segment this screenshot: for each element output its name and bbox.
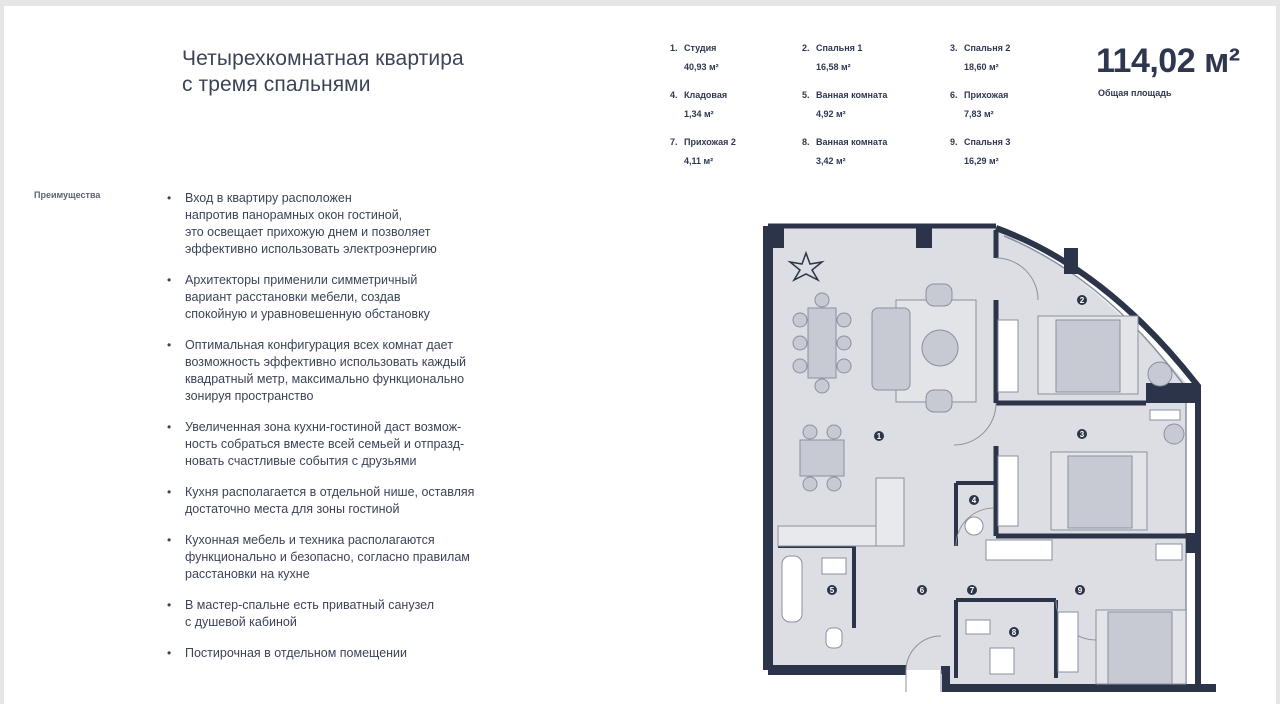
room-name: Студия	[684, 43, 717, 53]
advantage-item	[164, 532, 524, 583]
room-number: 6.	[950, 90, 958, 100]
side-table	[1164, 424, 1184, 444]
room-number: 8.	[802, 137, 810, 147]
total-area: 114,02 м²	[1096, 42, 1240, 80]
advantage-text: Кухня располагается в отдельной нише, оставляя достаточно места для зоны гостиной	[185, 485, 475, 516]
room-number: 5.	[802, 90, 810, 100]
chair	[815, 293, 829, 307]
room-list	[670, 43, 1050, 173]
plan-column	[1064, 248, 1078, 274]
advantage-item	[164, 484, 524, 518]
room-marker-label: 2	[1079, 296, 1085, 305]
room-marker-label: 3	[1079, 430, 1085, 439]
armchair	[926, 390, 952, 412]
floor-plan	[746, 208, 1222, 692]
bullet-icon: •	[167, 485, 172, 499]
desk	[1156, 544, 1182, 560]
wardrobe	[1058, 612, 1078, 672]
wardrobe	[986, 540, 1052, 560]
room-area: 16,58 м²	[816, 62, 851, 72]
room-area: 40,93 м²	[684, 62, 719, 72]
bed	[1108, 612, 1172, 684]
room-number: 4.	[670, 90, 678, 100]
advantage-text: Оптимальная конфигурация всех комнат дает возможность эффективно использовать каждый квадратный метр, максимально функционально зонируя пространство	[185, 338, 467, 403]
room-number: 7.	[670, 137, 678, 147]
chair	[837, 313, 851, 327]
bed	[1056, 320, 1120, 392]
side-table	[1148, 362, 1172, 386]
chair	[793, 313, 807, 327]
advantage-item	[164, 337, 524, 405]
room-area: 4,92 м²	[816, 109, 846, 119]
room-area: 16,29 м²	[964, 156, 999, 166]
room-name: Спальня 2	[964, 43, 1011, 53]
sofa	[872, 308, 910, 390]
kitchen-counter	[876, 478, 904, 546]
total-area-label: Общая площадь	[1098, 88, 1172, 98]
entry-door	[906, 670, 941, 692]
page-sheet	[4, 6, 1276, 704]
room-marker-label: 4	[971, 496, 977, 505]
advantage-text: Постирочная в отдельном помещении	[185, 646, 408, 660]
bullet-icon: •	[167, 533, 172, 547]
chair	[827, 425, 841, 439]
sink	[822, 558, 846, 574]
toilet	[826, 628, 842, 648]
plan-column	[1146, 383, 1198, 403]
chair	[827, 477, 841, 491]
room-area: 7,83 м²	[964, 109, 994, 119]
title-line-2: с тремя спальнями	[182, 73, 371, 96]
kitchen-table	[800, 440, 844, 476]
bullet-icon: •	[167, 273, 172, 287]
advantage-item	[164, 419, 524, 470]
wardrobe	[998, 456, 1018, 526]
dining-table	[808, 308, 836, 378]
chair	[837, 359, 851, 373]
bullet-icon: •	[167, 646, 172, 660]
room-number: 9.	[950, 137, 958, 147]
bullet-icon: •	[167, 338, 172, 352]
desk	[1150, 410, 1180, 420]
advantages-list	[164, 190, 524, 676]
room-marker-label: 8	[1011, 628, 1017, 637]
advantage-item	[164, 597, 524, 631]
room-area: 3,42 м²	[816, 156, 846, 166]
room-number: 2.	[802, 43, 810, 53]
room-area: 18,60 м²	[964, 62, 999, 72]
coffee-table	[922, 330, 958, 366]
chair	[803, 425, 817, 439]
room-area: 4,11 м²	[684, 156, 714, 166]
bed	[1068, 456, 1132, 528]
room-number: 1.	[670, 43, 678, 53]
chair	[803, 477, 817, 491]
page-title	[182, 46, 464, 98]
shower	[990, 648, 1014, 674]
advantage-text: Кухонная мебель и техника располагаются функционально и безопасно, согласно правилам расстановки на кухне	[185, 533, 470, 581]
chair	[793, 359, 807, 373]
plan-column	[768, 226, 784, 248]
advantages-label: Преимущества	[34, 190, 101, 200]
chair	[793, 336, 807, 350]
advantage-text: В мастер-спальне есть приватный санузел с душевой кабиной	[185, 598, 434, 629]
chair	[815, 379, 829, 393]
room-marker-label: 7	[969, 586, 975, 595]
advantage-item	[164, 190, 524, 258]
plan-column	[1186, 533, 1198, 553]
advantage-item	[164, 645, 524, 662]
title-line-1: Четырехкомнатная квартира	[182, 47, 464, 70]
chair	[837, 336, 851, 350]
advantage-item	[164, 272, 524, 323]
washing-machine	[965, 517, 983, 535]
bullet-icon: •	[167, 191, 172, 205]
room-name: Спальня 1	[816, 43, 863, 53]
room-number: 3.	[950, 43, 958, 53]
bathtub	[782, 556, 802, 622]
room-marker-label: 9	[1077, 586, 1083, 595]
room-marker-label: 1	[876, 432, 882, 441]
room-area: 1,34 м²	[684, 109, 714, 119]
advantage-text: Увеличенная зона кухни-гостиной даст возмож- ность собраться вместе всей семьей и отпразд- новать счастливые события с друзьями	[185, 420, 465, 468]
advantage-text: Архитекторы применили симметричный вариант расстановки мебели, создав спокойную и уравновешенную обстановку	[185, 273, 430, 321]
toilet	[966, 620, 990, 634]
advantage-text: Вход в квартиру расположен напротив панорамных окон гостиной, это освещает прихожую днем и позволяет эффективно использовать электроэнергию	[185, 191, 437, 256]
room-name: Кладовая	[684, 90, 728, 100]
room-name: Ванная комната	[816, 137, 888, 147]
plan-column	[916, 226, 932, 248]
room-name: Спальня 3	[964, 137, 1011, 147]
bullet-icon: •	[167, 420, 172, 434]
armchair	[926, 284, 952, 306]
bullet-icon: •	[167, 598, 172, 612]
room-name: Ванная комната	[816, 90, 888, 100]
room-name: Прихожая 2	[684, 137, 736, 147]
wardrobe	[998, 320, 1018, 392]
room-name: Прихожая	[964, 90, 1009, 100]
room-marker-label: 6	[919, 586, 925, 595]
kitchen-counter	[778, 526, 886, 546]
room-marker-label: 5	[829, 586, 835, 595]
